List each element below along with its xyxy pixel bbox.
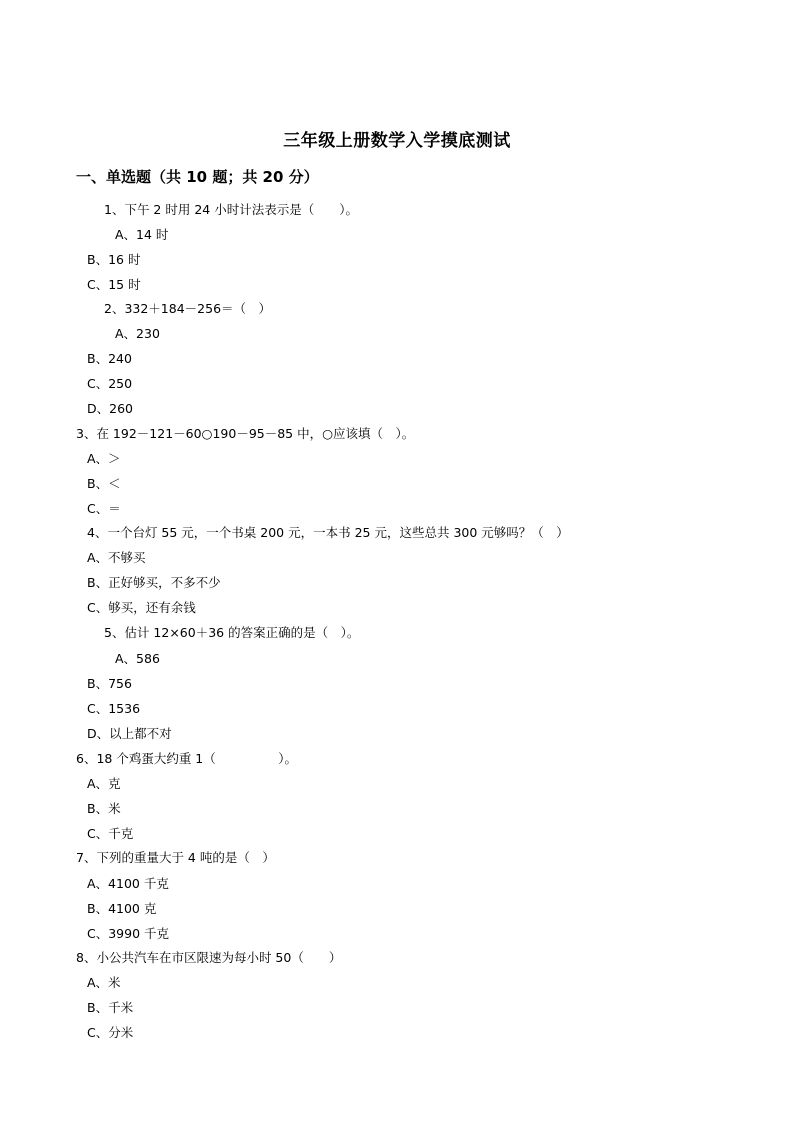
question-2-option-c: C、250 — [87, 376, 133, 391]
question-1-stem: 1、下午 2 时用 24 小时计法表示是（ ）。 — [104, 202, 358, 217]
question-8-option-b: B、千米 — [87, 1000, 134, 1015]
question-7-option-c: C、3990 千克 — [87, 926, 170, 941]
question-3-option-a: A、＞ — [87, 451, 121, 466]
question-5-stem: 5、估计 12×60＋36 的答案正确的是（ ）。 — [104, 625, 360, 640]
question-3-stem: 3、在 192－121－60○190－95－85 中，○应该填（ ）。 — [76, 426, 415, 441]
question-8-stem: 8、小公共汽车在市区限速为每小时 50（ ） — [76, 950, 342, 965]
question-4-option-b: B、正好够买，不多不少 — [87, 575, 221, 590]
question-7-stem: 7、下列的重量大于 4 吨的是（ ） — [76, 850, 275, 865]
question-2-option-d: D、260 — [87, 401, 133, 416]
question-4-option-a: A、不够买 — [87, 550, 146, 565]
question-6-stem: 6、18 个鸡蛋大约重 1（ ）。 — [76, 751, 298, 766]
question-5-option-c: C、1536 — [87, 701, 141, 716]
question-7-option-b: B、4100 克 — [87, 901, 157, 916]
question-3-option-b: B、＜ — [87, 476, 121, 491]
question-5-option-d: D、以上都不对 — [87, 726, 172, 741]
question-5-option-b: B、756 — [87, 676, 132, 691]
question-3-option-c: C、＝ — [87, 501, 121, 516]
question-4-option-c: C、够买，还有余钱 — [87, 600, 196, 615]
question-1-option-a: A、14 时 — [115, 227, 169, 242]
question-2-option-a: A、230 — [115, 326, 160, 341]
question-6-option-a: A、克 — [87, 776, 121, 791]
question-4-stem: 4、一个台灯 55 元，一个书桌 200 元，一本书 25 元，这些总共 300 元够吗？（ ） — [87, 525, 569, 540]
question-1-option-b: B、16 时 — [87, 252, 141, 267]
question-5-option-a: A、586 — [115, 651, 160, 666]
question-6-option-b: B、米 — [87, 801, 121, 816]
question-6-option-c: C、千克 — [87, 826, 134, 841]
question-7-option-a: A、4100 千克 — [87, 876, 169, 891]
question-2-option-b: B、240 — [87, 351, 132, 366]
question-8-option-a: A、米 — [87, 975, 121, 990]
page-title: 三年级上册数学入学摸底测试 — [283, 131, 511, 151]
section-heading: 一、单选题（共 10 题；共 20 分） — [76, 168, 319, 186]
question-1-option-c: C、15 时 — [87, 277, 141, 292]
question-8-option-c: C、分米 — [87, 1025, 134, 1040]
question-2-stem: 2、332＋184－256＝（ ） — [104, 301, 272, 316]
